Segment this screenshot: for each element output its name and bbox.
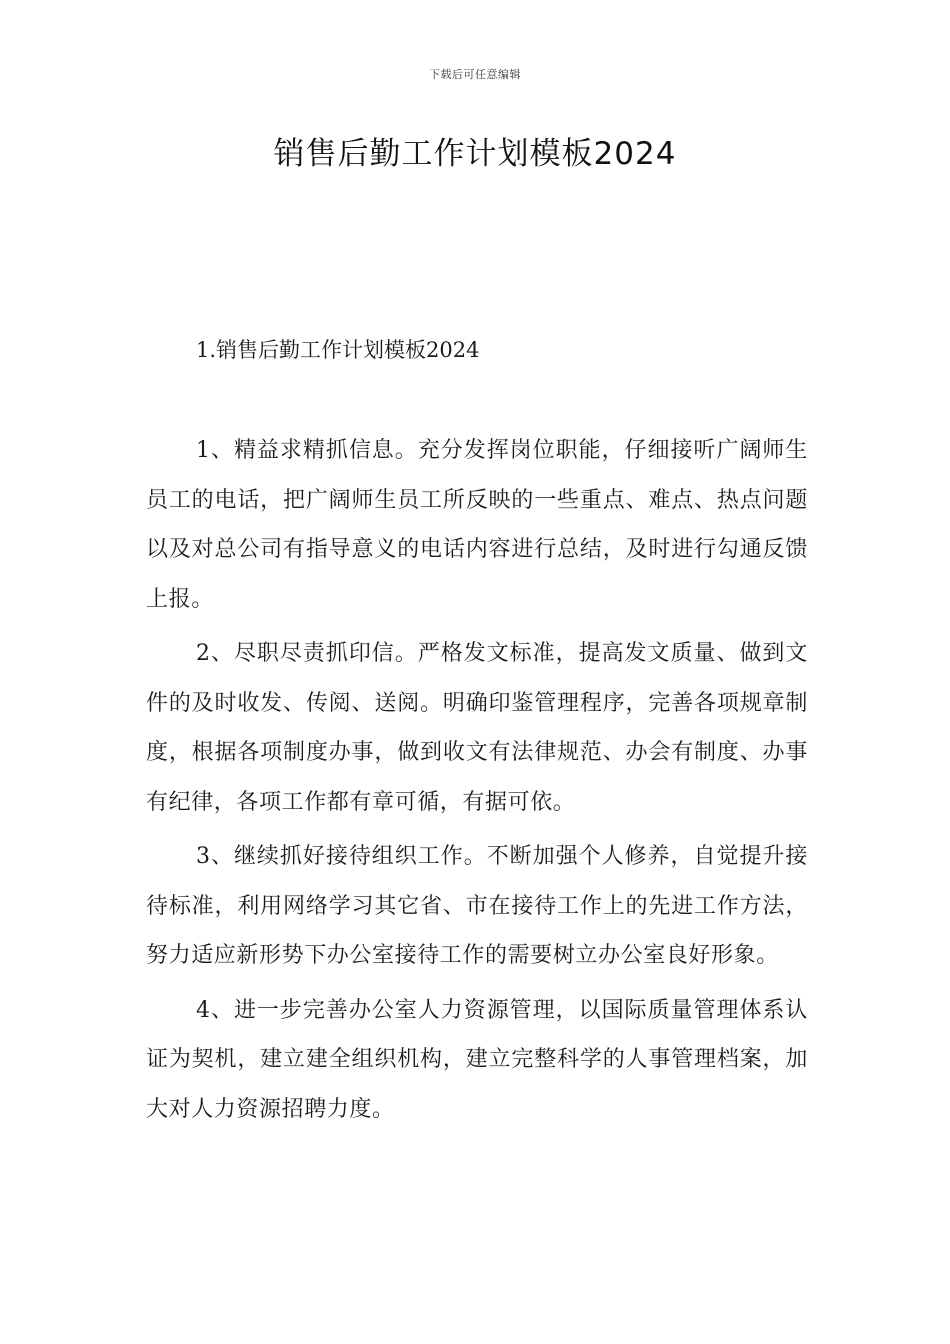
paragraph-3: 3、继续抓好接待组织工作。不断加强个人修养，自觉提升接待标准，利用网络学习其它省、市在接待工作上的先进工作方法，努力适应新形势下办公室接待工作的需要树立办公室良好形象。 — [146, 844, 808, 968]
paragraph-4: 4、进一步完善办公室人力资源管理，以国际质量管理体系认证为契机，建立建全组织机构，建立完整科学的人事管理档案，加大对人力资源招聘力度。 — [146, 997, 808, 1122]
paragraph-2: 2、尽职尽责抓印信。严格发文标准，提高发文质量、做到文件的及时收发、传阅、送阅。明确印鉴管理程序，完善各项规章制度，根据各项制度办事，做到收文有法律规范、办会有制度、办事有纪律，各项工作都有章可循，有据可依。 — [146, 641, 808, 815]
document-body — [146, 426, 808, 1139]
header-note: 下载后可任意编辑 — [429, 68, 521, 81]
section-heading: 1.销售后勤工作计划模板2024 — [196, 338, 480, 362]
paragraph-1: 1、精益求精抓信息。充分发挥岗位职能，仔细接听广阔师生员工的电话，把广阔师生员工所反映的一些重点、难点、热点问题以及对总公司有指导意义的电话内容进行总结，及时进行勾通反馈上报。 — [146, 438, 808, 612]
document-title: 销售后勤工作计划模板2024 — [273, 136, 677, 172]
